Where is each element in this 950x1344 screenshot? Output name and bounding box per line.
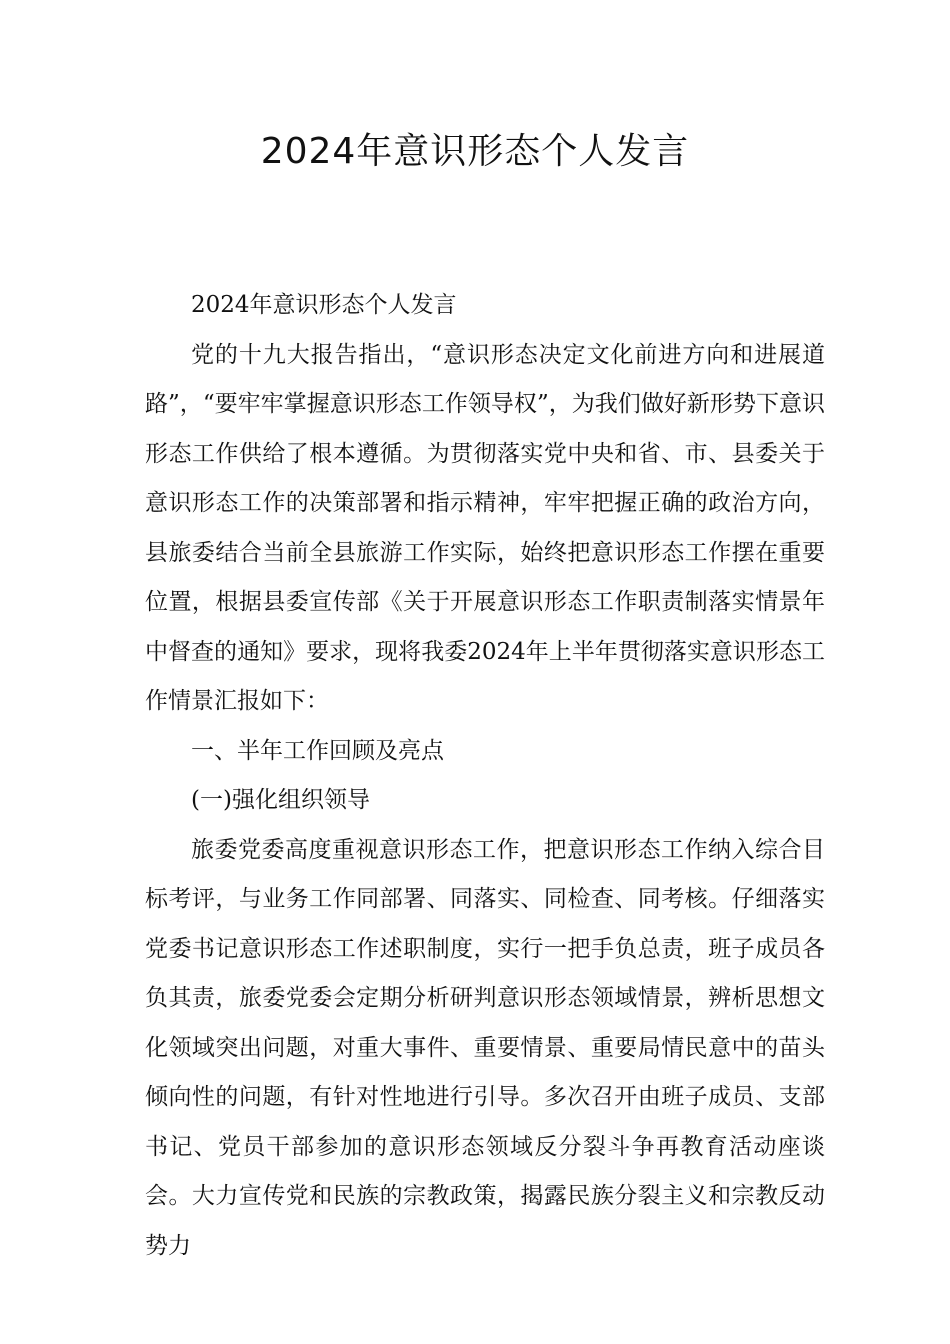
paragraph-subtitle: 2024年意识形态个人发言 xyxy=(191,292,457,318)
document-title: 2024年意识形态个人发言 xyxy=(260,131,690,172)
subsection-heading-1: (一)强化组织领导 xyxy=(191,787,370,813)
paragraph-intro: 党的十九大报告指出，“意识形态决定文化前进方向和进展道路”，“要牢牢掌握意识形态工作领导权”，为我们做好新形势下意识形态工作供给了根本遵循。为贯彻落实党中央和省、市、县委关于意识形态工作的决策部署和指示精神，牢牢把握正确的政治方向，县旅委结合当前全县旅游工作实际，始终把意识形态工作摆在重要位置，根据县委宣传部《关于开展意识形态工作职责制落实情景年中督查的通知》要求，现将我委2024年上半年贯彻落实意识形态工作情景汇报如下： xyxy=(145,341,825,714)
paragraph-organization: 旅委党委高度重视意识形态工作，把意识形态工作纳入综合目标考评，与业务工作同部署、同落实、同检查、同考核。仔细落实党委书记意识形态工作述职制度，实行一把手负总责，班子成员各负其责，旅委党委会定期分析研判意识形态领域情景，辨析思想文化领域突出问题，对重大事件、重要情景、重要局情民意中的苗头倾向性的问题，有针对性地进行引导。多次召开由班子成员、支部书记、党员干部参加的意识形态领域反分裂斗争再教育活动座谈会。大力宣传党和民族的宗教政策，揭露民族分裂主义和宗教反动势力 xyxy=(145,836,825,1259)
section-heading-1: 一、半年工作回顾及亮点 xyxy=(191,737,444,764)
document-body xyxy=(145,281,825,1271)
